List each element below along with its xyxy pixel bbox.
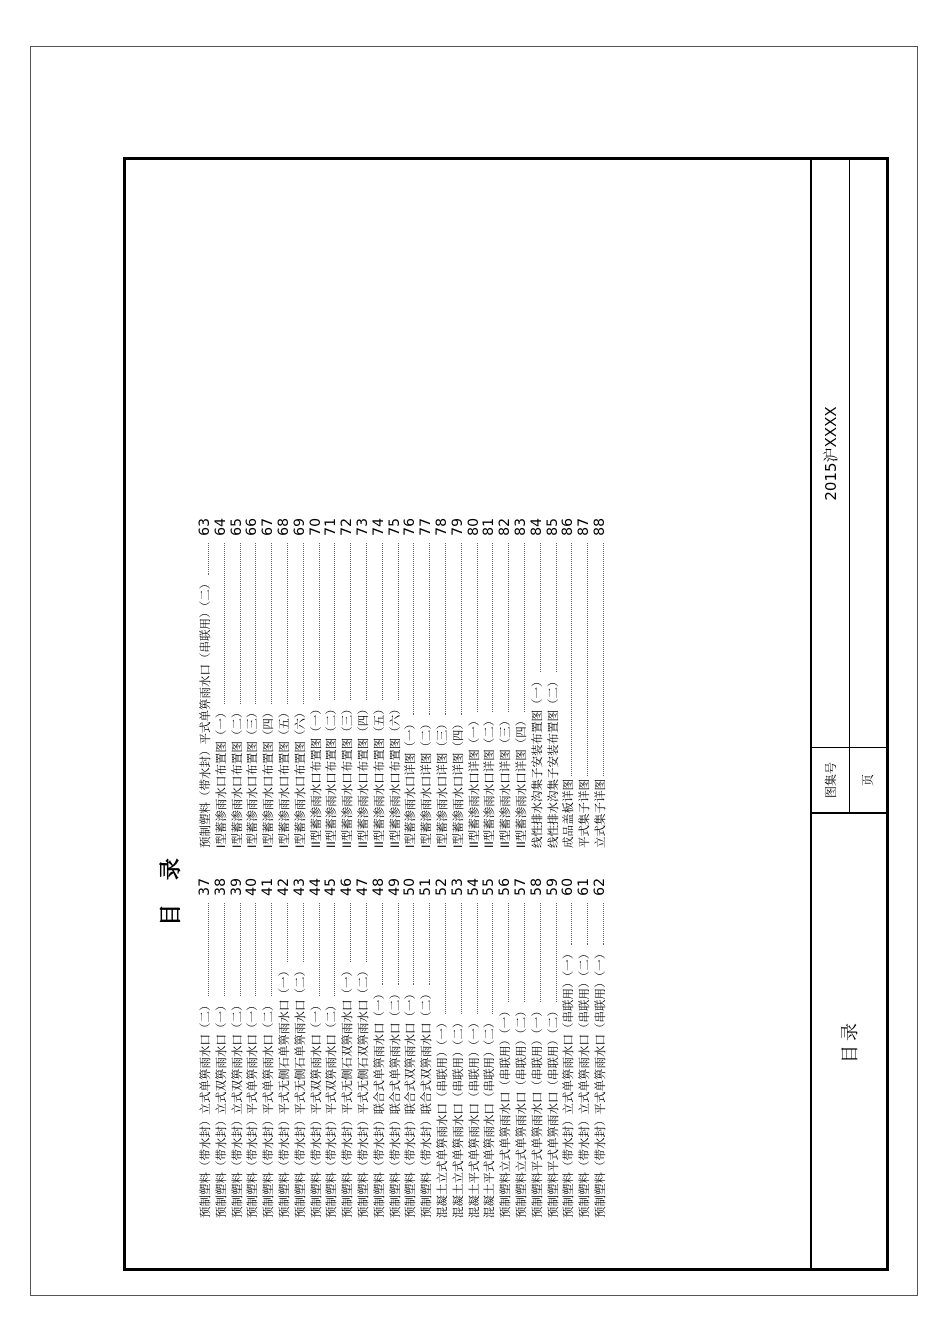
toc-entry-title: 预制塑料（带水封）联合式双箅雨水口（一） (403, 988, 418, 1218)
toc-entry-title: 预制塑料（带水封）平式无侧石单箅雨水口（二） (292, 965, 307, 1218)
toc-entry (514, 878, 530, 1218)
toc-entry-page: 85 (544, 518, 561, 536)
toc-entry-page: 59 (544, 878, 561, 896)
toc-entry-page: 68 (275, 518, 292, 536)
toc-entry (214, 878, 230, 1218)
toc-entry-title: II型蓄渗雨水口布置图（五） (371, 703, 386, 848)
toc-entry (451, 878, 467, 1218)
page-title: 目 录 (159, 850, 184, 926)
toc-entry-title: 预制塑料（带水封）立式单箅雨水口（串联用）（二） (577, 947, 592, 1218)
toc-entry (277, 878, 293, 1218)
toc-leader-dots (492, 903, 493, 1014)
toc-entry-page: 47 (354, 878, 371, 896)
toc-leader-dots (303, 543, 304, 704)
toc-entry-page: 56 (497, 878, 514, 896)
toc-leader-dots (413, 543, 414, 715)
toc-entry-title: 预制塑料立式单箅雨水口（串联用）（一） (498, 1005, 513, 1218)
toc-entry (482, 878, 498, 1218)
toc-entry (419, 518, 435, 848)
toc-leader-dots (413, 903, 414, 985)
toc-entry-title: I型蓄渗雨水口详图（四） (450, 718, 465, 848)
toc-entry-page: 62 (591, 878, 608, 896)
toc-entry-page: 78 (433, 518, 450, 536)
toc-entry-title: I型蓄渗雨水口布置图（六） (292, 706, 307, 848)
toc-leader-dots (366, 543, 367, 700)
toc-entry (467, 878, 483, 1218)
toc-entry (340, 518, 356, 848)
toc-entry-title: I型蓄渗雨水口布置图（五） (276, 706, 291, 848)
toc-entry-page: 84 (528, 518, 545, 536)
toc-leader-dots (319, 903, 320, 997)
toc-entry-page: 73 (354, 518, 371, 536)
drawing-name: 目录 (812, 812, 886, 1268)
toc-entry (388, 878, 404, 1218)
toc-entry-page: 46 (339, 878, 356, 896)
toc-leader-dots (571, 903, 572, 945)
toc-entry-title: I型蓄渗雨水口详图（一） (403, 718, 418, 848)
toc-entry-page: 45 (323, 878, 340, 896)
toc-entry-title: II型蓄渗雨水口布置图（三） (340, 703, 355, 848)
toc-entry (309, 518, 325, 848)
toc-leader-dots (224, 543, 225, 704)
toc-entry (467, 518, 483, 848)
toc-leader-dots (477, 543, 478, 712)
title-block (810, 160, 886, 1268)
toc-entry (498, 878, 514, 1218)
toc-leader-dots (603, 903, 604, 945)
toc-entry-page: 52 (433, 878, 450, 896)
toc-column-right (198, 518, 609, 848)
toc-entry-title: 平式集子详图 (577, 779, 592, 848)
toc-entry-title: 线性排水沟集子安装布置图（二） (545, 675, 560, 848)
toc-leader-dots (508, 903, 509, 1002)
toc-entry-page: 54 (465, 878, 482, 896)
toc-entry-title: 预制塑料（带水封）平式双箅雨水口（一） (308, 999, 323, 1218)
toc-entry-title: 线性排水沟集子安装布置图（一） (529, 675, 544, 848)
atlas-number-row (812, 160, 850, 812)
toc-entry-title: II型蓄渗雨水口布置图（一） (308, 703, 323, 848)
toc-entry (245, 518, 261, 848)
toc-leader-dots (429, 903, 430, 985)
toc-entry-page: 79 (449, 518, 466, 536)
toc-entry (245, 878, 261, 1218)
toc-entry-page: 76 (402, 518, 419, 536)
toc-entry (482, 518, 498, 848)
toc-entry-title: 混凝土立式单箅雨水口（串联用）（一） (434, 1016, 449, 1218)
toc-entry (198, 878, 214, 1218)
toc-leader-dots (382, 543, 383, 700)
toc-entry (403, 878, 419, 1218)
toc-entry (293, 878, 309, 1218)
drawing-frame (123, 157, 889, 1271)
toc-entry-title: 立式集子详图 (592, 779, 607, 848)
toc-entry (451, 518, 467, 848)
toc-entry-page: 44 (307, 878, 324, 896)
toc-leader-dots (255, 543, 256, 704)
toc-entry (546, 518, 562, 848)
toc-entry-page: 37 (197, 878, 213, 896)
toc-leader-dots (287, 903, 288, 962)
toc-entry (198, 518, 214, 848)
toc-entry-page: 61 (576, 878, 593, 896)
toc-leader-dots (556, 903, 557, 1002)
toc-entry-page: 70 (307, 518, 324, 536)
toc-entry-page: 74 (370, 518, 387, 536)
toc-entry-title: II型蓄渗雨水口布置图（四） (355, 703, 370, 848)
toc-entry (261, 518, 277, 848)
toc-leader-dots (398, 543, 399, 700)
page-label: 页 (849, 747, 886, 812)
toc-entry (293, 518, 309, 848)
atlas-number-value: 2015沪XXXX (822, 406, 840, 501)
toc-leader-dots (587, 903, 588, 945)
toc-leader-dots (540, 543, 541, 673)
toc-entry-title: 预制塑料（带水封）平式单箅雨水口（一） (245, 999, 260, 1218)
toc-entry-title: 预制塑料（带水封）联合式单箅雨水口（一） (371, 988, 386, 1218)
toc-entry (356, 518, 372, 848)
toc-leader-dots (366, 903, 367, 962)
toc-leader-dots (350, 543, 351, 700)
toc-entry-title: I型蓄渗雨水口布置图（二） (229, 706, 244, 848)
toc-entry-title: 预制塑料（带水封）平式单箅雨水口（二） (261, 999, 276, 1218)
toc-leader-dots (461, 903, 462, 1014)
toc-entry (530, 518, 546, 848)
toc-leader-dots (429, 543, 430, 715)
toc-entry-page: 67 (260, 518, 277, 536)
toc-entry-page: 72 (339, 518, 356, 536)
toc-entry-title: II型蓄渗雨水口详图（四） (513, 714, 528, 848)
toc-entry (419, 878, 435, 1218)
toc-entry-page: 83 (512, 518, 529, 536)
toc-entry-page: 69 (291, 518, 308, 536)
toc-entry-page: 49 (386, 878, 403, 896)
toc-entry (435, 878, 451, 1218)
toc-leader-dots (303, 903, 304, 962)
toc-entry-page: 41 (260, 878, 277, 896)
toc-entry-page: 53 (449, 878, 466, 896)
toc-entry-title: 混凝土立式单箅雨水口（串联用）（二） (450, 1016, 465, 1218)
toc-entry-page: 57 (512, 878, 529, 896)
toc-entry-title: 预制塑料立式单箅雨水口（串联用）（二） (513, 1005, 528, 1218)
toc-leader-dots (255, 903, 256, 997)
toc-leader-dots (524, 543, 525, 712)
toc-entry-page: 75 (386, 518, 403, 536)
toc-entry (561, 518, 577, 848)
toc-entry-title: 成品盖板详图 (561, 779, 576, 848)
toc-entry-page: 77 (418, 518, 435, 536)
toc-entry-page: 86 (560, 518, 577, 536)
toc-entry (514, 518, 530, 848)
toc-leader-dots (492, 543, 493, 712)
toc-entry (388, 518, 404, 848)
toc-entry (593, 518, 609, 848)
toc-entry-title: 预制塑料平式单箅雨水口（串联用）（一） (529, 1005, 544, 1218)
toc-entry-page: 58 (528, 878, 545, 896)
toc-entry-page: 48 (370, 878, 387, 896)
toc-entry (403, 518, 419, 848)
toc-entry-page: 51 (418, 878, 435, 896)
toc-leader-dots (319, 543, 320, 700)
toc-entry-title: I型蓄渗雨水口布置图（三） (245, 706, 260, 848)
toc-leader-dots (334, 543, 335, 700)
toc-entry (577, 518, 593, 848)
toc-entry-title: 预制塑料（带水封）平式单箅雨水口（串联用）（一） (592, 947, 607, 1218)
toc-entry-title: II型蓄渗雨水口详图（一） (466, 714, 481, 848)
toc-entry-title: 预制塑料（带水封）立式双箅雨水口（二） (229, 999, 244, 1218)
toc-leader-dots (524, 903, 525, 1002)
toc-entry (214, 518, 230, 848)
toc-entry (324, 518, 340, 848)
toc-entry-page: 81 (481, 518, 498, 536)
toc-leader-dots (571, 543, 572, 776)
toc-entry-title: I型蓄渗雨水口布置图（一） (213, 706, 228, 848)
toc-entry-page: 38 (212, 878, 229, 896)
toc-leader-dots (445, 903, 446, 1014)
toc-entry (530, 878, 546, 1218)
toc-entry (577, 878, 593, 1218)
toc-entry (356, 878, 372, 1218)
toc-entry-page: 42 (275, 878, 292, 896)
toc-entry (372, 878, 388, 1218)
toc-entry (230, 878, 246, 1218)
toc-entry-title: 预制塑料（带水封）平式双箅雨水口（二） (324, 999, 339, 1218)
toc-entry-title: 预制塑料（带水封）平式无侧石双箅雨水口（一） (340, 965, 355, 1218)
toc-leader-dots (603, 543, 604, 776)
toc-leader-dots (287, 543, 288, 704)
toc-entry-page: 82 (497, 518, 514, 536)
toc-entry-title: 预制塑料（带水封）立式单箅雨水口（串联用）（一） (561, 947, 576, 1218)
toc-entry-title: II型蓄渗雨水口布置图（二） (324, 703, 339, 848)
toc-entry (561, 878, 577, 1218)
toc-entry-title: 预制塑料（带水封）联合式双箅雨水口（二） (419, 988, 434, 1218)
toc-entry-title: II型蓄渗雨水口详图（二） (482, 714, 497, 848)
toc-entry (340, 878, 356, 1218)
toc-entry-title: 预制塑料（带水封）联合式单箅雨水口（二） (387, 988, 402, 1218)
toc-leader-dots (208, 543, 209, 575)
toc-entry-page: 88 (591, 518, 608, 536)
toc-entry (546, 878, 562, 1218)
toc-entry-title: 预制塑料平式单箅雨水口（串联用）（二） (545, 1005, 560, 1218)
toc-entry-title: 混凝土平式单箅雨水口（串联用）（二） (482, 1016, 497, 1218)
toc-entry-title: II型蓄渗雨水口布置图（六） (387, 703, 402, 848)
toc-leader-dots (398, 903, 399, 985)
toc-leader-dots (508, 543, 509, 712)
toc-entry-page: 64 (212, 518, 229, 536)
toc-leader-dots (445, 543, 446, 715)
toc-entry-page: 60 (560, 878, 577, 896)
toc-entry-title: 预制塑料（带水封）立式单箅雨水口（二） (198, 999, 212, 1218)
page-row (849, 160, 886, 812)
toc-leader-dots (382, 903, 383, 985)
toc-leader-dots (271, 903, 272, 997)
toc-entry-page: 65 (228, 518, 245, 536)
toc-entry (324, 878, 340, 1218)
toc-entry-page: 50 (402, 878, 419, 896)
toc-entry (277, 518, 293, 848)
toc-entry-page: 63 (197, 518, 213, 536)
toc-entry-title: I型蓄渗雨水口布置图（四） (261, 706, 276, 848)
toc-leader-dots (240, 903, 241, 997)
toc-leader-dots (240, 543, 241, 704)
toc-entry-page: 80 (465, 518, 482, 536)
toc-entry (593, 878, 609, 1218)
toc-entry-page: 71 (323, 518, 340, 536)
toc-entry-title: 混凝土平式单箅雨水口（串联用）（一） (466, 1016, 481, 1218)
toc-entry-title: I型蓄渗雨水口详图（二） (419, 718, 434, 848)
toc-column-left (198, 878, 609, 1218)
drawing-sheet (30, 46, 918, 1296)
toc-leader-dots (540, 903, 541, 1002)
title-block-info (812, 160, 886, 812)
rotated-content (126, 160, 886, 1268)
toc-leader-dots (350, 903, 351, 962)
atlas-number-label: 图集号 (812, 747, 849, 812)
toc-entry (309, 878, 325, 1218)
toc-entry (372, 518, 388, 848)
toc-entry-page: 55 (481, 878, 498, 896)
toc-entry-title: 预制塑料（带水封）立式双箅雨水口（一） (213, 999, 228, 1218)
toc-entry (435, 518, 451, 848)
toc-entry-page: 66 (244, 518, 261, 536)
toc-entry-page: 43 (291, 878, 308, 896)
toc-entry-page: 40 (244, 878, 261, 896)
toc-entry-title: 预制塑料（带水封）平式无侧石双箅雨水口（二） (355, 965, 370, 1218)
toc-leader-dots (224, 903, 225, 997)
toc-leader-dots (461, 543, 462, 715)
toc-leader-dots (334, 903, 335, 997)
toc-entry-title: II型蓄渗雨水口详图（三） (498, 714, 513, 848)
toc-entry-title: 预制塑料（带水封）平式无侧石单箅雨水口（一） (276, 965, 291, 1218)
toc-entry (261, 878, 277, 1218)
toc-entry-page: 39 (228, 878, 245, 896)
toc-entry (498, 518, 514, 848)
toc-leader-dots (208, 903, 209, 997)
toc-leader-dots (587, 543, 588, 776)
toc-leader-dots (271, 543, 272, 704)
toc-entry-title: 预制塑料（带水封）平式单箅雨水口（串联用）（二） (198, 577, 212, 848)
toc-entry (230, 518, 246, 848)
toc-entry-page: 87 (576, 518, 593, 536)
toc-leader-dots (477, 903, 478, 1014)
toc-entry-title: I型蓄渗雨水口详图（三） (434, 718, 449, 848)
toc-leader-dots (556, 543, 557, 673)
